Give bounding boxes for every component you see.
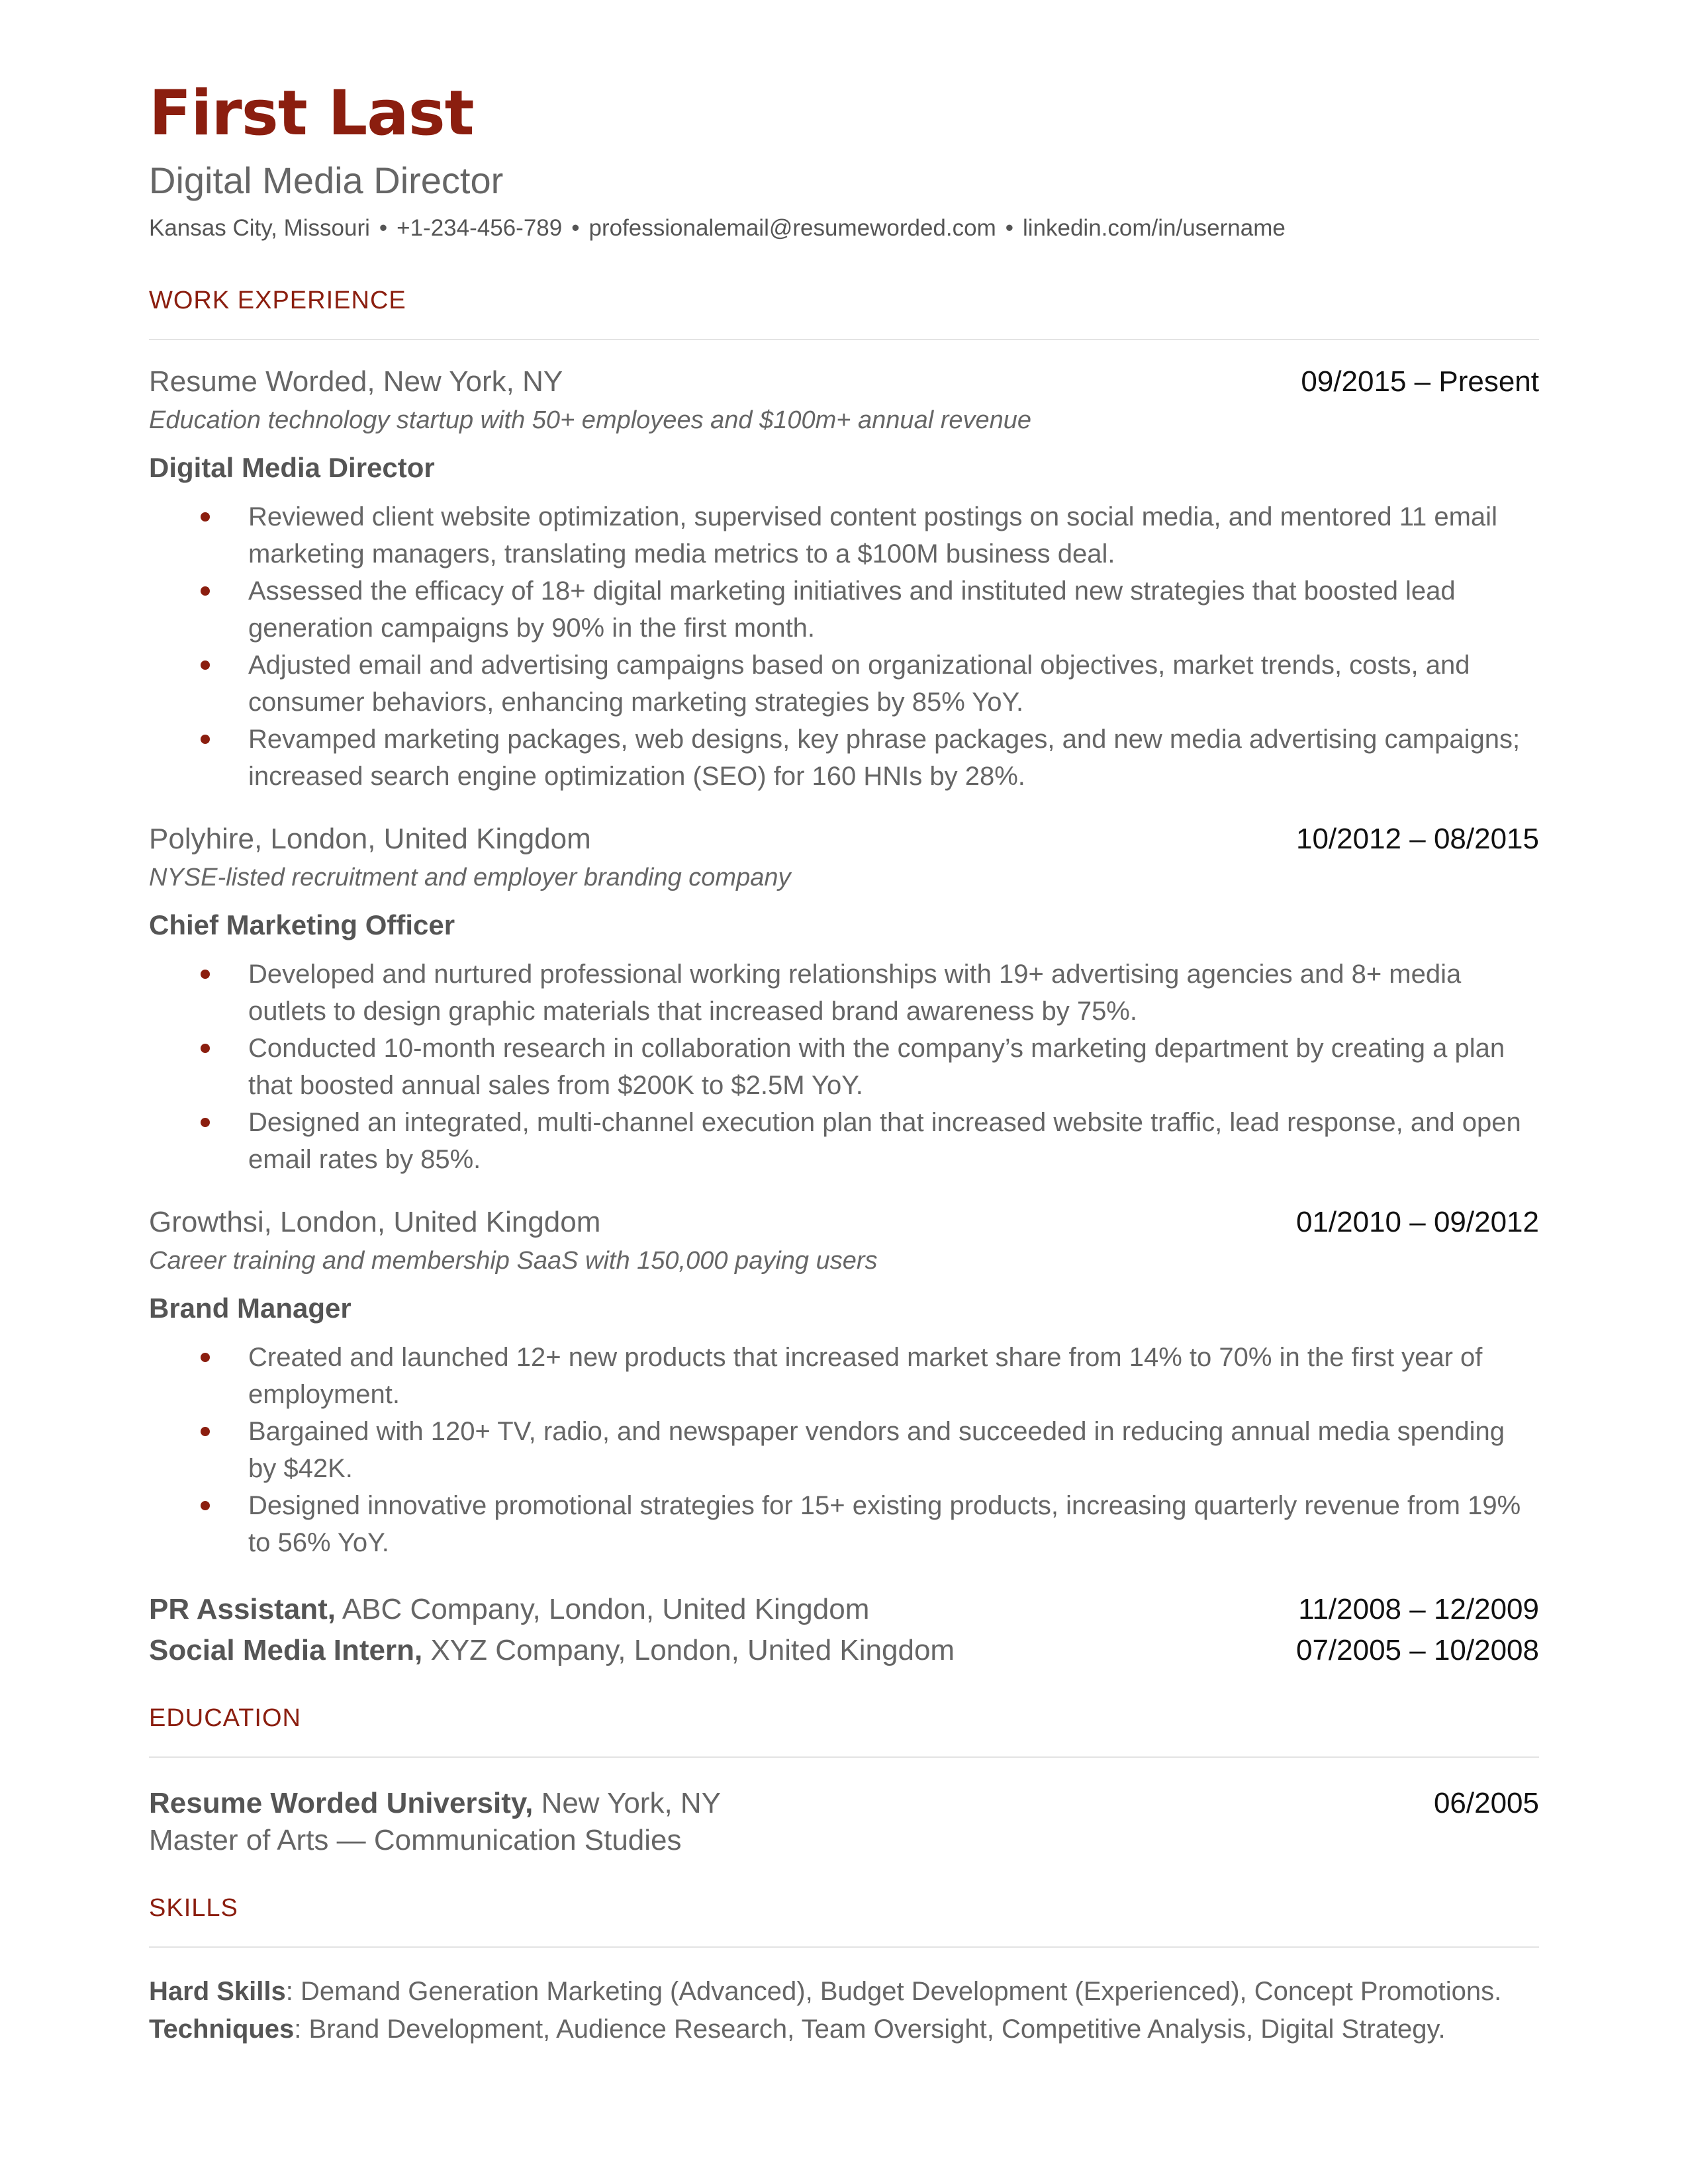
education-school: Resume Worded University, [149,1786,534,1819]
short-role-title: Social Media Intern, [149,1633,423,1666]
work-experience-heading: WORK EXPERIENCE [149,286,406,314]
job-description: Career training and membership SaaS with 150,000 paying users [149,1246,878,1275]
section-divider [149,1946,1539,1948]
skills-heading: SKILLS [149,1893,238,1922]
education-location: New York, NY [541,1786,722,1819]
short-role-row [149,1630,1539,1671]
contact-location: Kansas City, Missouri [149,214,370,241]
short-role-dates: 11/2008 – 12/2009 [1298,1592,1539,1625]
bullet-dot-icon [201,970,210,979]
job-bullet: Bargained with 120+ TV, radio, and newspaper vendors and succeeded in reducing annual media spending by $42K. [149,1413,1539,1487]
skills-techniques: Techniques: Brand Development, Audience Research, Team Oversight, Competitive Analysis, Digital Strategy. [149,2014,1446,2044]
job-bullets [149,956,1539,1178]
job-dates: 10/2012 – 08/2015 [1295,822,1539,855]
resume-page [149,79,1539,2048]
skills-list [149,1973,1539,2048]
bullet-dot-icon [201,1118,210,1127]
short-roles [149,1589,1539,1671]
contact-linkedin: linkedin.com/in/username [1022,214,1286,241]
job-bullet: Designed an integrated, multi-channel execution plan that increased website traffic, lead response, and open email rates by 85%. [149,1104,1539,1178]
job-bullet: Assessed the efficacy of 18+ digital marketing initiatives and instituted new strategies that boosted lead generation campaigns by 90% in the first month. [149,572,1539,647]
bullet-dot-icon [201,1353,210,1362]
candidate-title: Digital Media Director [149,159,504,202]
education-heading: EDUCATION [149,1704,301,1732]
contact-email: professionalemail@resumeworded.com [588,214,996,241]
job-role: Digital Media Director [149,451,435,483]
job-bullet: Adjusted email and advertising campaigns based on organizational objectives, market trends, costs, and consumer behaviors, enhancing marketing strategies by 85% YoY. [149,647,1539,721]
contact-line [149,215,1539,242]
contact-separator: • [379,214,388,241]
job-entry [149,1206,1539,1561]
bullet-dot-icon [201,1427,210,1436]
bullet-dot-icon [201,512,210,522]
job-description: Education technology startup with 50+ employees and $100m+ annual revenue [149,406,1032,434]
job-dates: 09/2015 – Present [1301,365,1539,398]
job-bullet: Conducted 10-month research in collaboration with the company’s marketing department by creating a plan that boosted annual sales from $200K to $2.5M YoY. [149,1030,1539,1104]
job-company: Growthsi, London, United Kingdom [149,1205,601,1238]
job-company: Polyhire, London, United Kingdom [149,822,591,855]
short-role-dates: 07/2005 – 10/2008 [1295,1633,1539,1666]
contact-separator: • [571,214,580,241]
bullet-dot-icon [201,660,210,670]
job-role: Brand Manager [149,1292,352,1324]
job-bullets [149,1339,1539,1561]
candidate-name: First Last [149,77,474,150]
job-entry [149,365,1539,795]
short-role-company: ABC Company, London, United Kingdom [342,1592,870,1625]
job-entry [149,823,1539,1178]
job-bullet: Created and launched 12+ new products that increased market share from 14% to 70% in the first year of employment. [149,1339,1539,1413]
job-bullets [149,498,1539,795]
bullet-dot-icon [201,586,210,596]
section-divider [149,1756,1539,1758]
job-bullet: Revamped marketing packages, web designs, key phrase packages, and new media advertising campaigns; increased search engine optimization (SEO) for 160 HNIs by 28%. [149,721,1539,795]
bullet-dot-icon [201,1044,210,1053]
bullet-dot-icon [201,1501,210,1510]
short-role-company: XYZ Company, London, United Kingdom [430,1633,955,1666]
job-company: Resume Worded, New York, NY [149,365,563,398]
skills-hard: Hard Skills: Demand Generation Marketing (Advanced), Budget Development (Experienced), Concept Promotions. [149,1976,1502,2006]
education-degree: Master of Arts — Communication Studies [149,1823,682,1856]
job-bullet: Designed innovative promotional strategies for 15+ existing products, increasing quarterly revenue from 19% to 56% YoY. [149,1487,1539,1561]
job-dates: 01/2010 – 09/2012 [1295,1205,1539,1238]
contact-phone: +1-234-456-789 [397,214,563,241]
contact-separator: • [1005,214,1013,241]
short-role-row [149,1589,1539,1630]
short-role-title: PR Assistant, [149,1592,336,1625]
job-bullet: Developed and nurtured professional working relationships with 19+ advertising agencies and 8+ media outlets to design graphic materials that increased brand awareness by 75%. [149,956,1539,1030]
job-role: Chief Marketing Officer [149,909,455,940]
education-entry [149,1783,1539,1857]
job-bullet: Reviewed client website optimization, supervised content postings on social media, and mentored 11 email marketing managers, translating media metrics to a $100M business deal. [149,498,1539,572]
section-divider [149,339,1539,340]
job-description: NYSE-listed recruitment and employer branding company [149,863,791,891]
bullet-dot-icon [201,735,210,744]
education-date: 06/2005 [1433,1786,1539,1819]
